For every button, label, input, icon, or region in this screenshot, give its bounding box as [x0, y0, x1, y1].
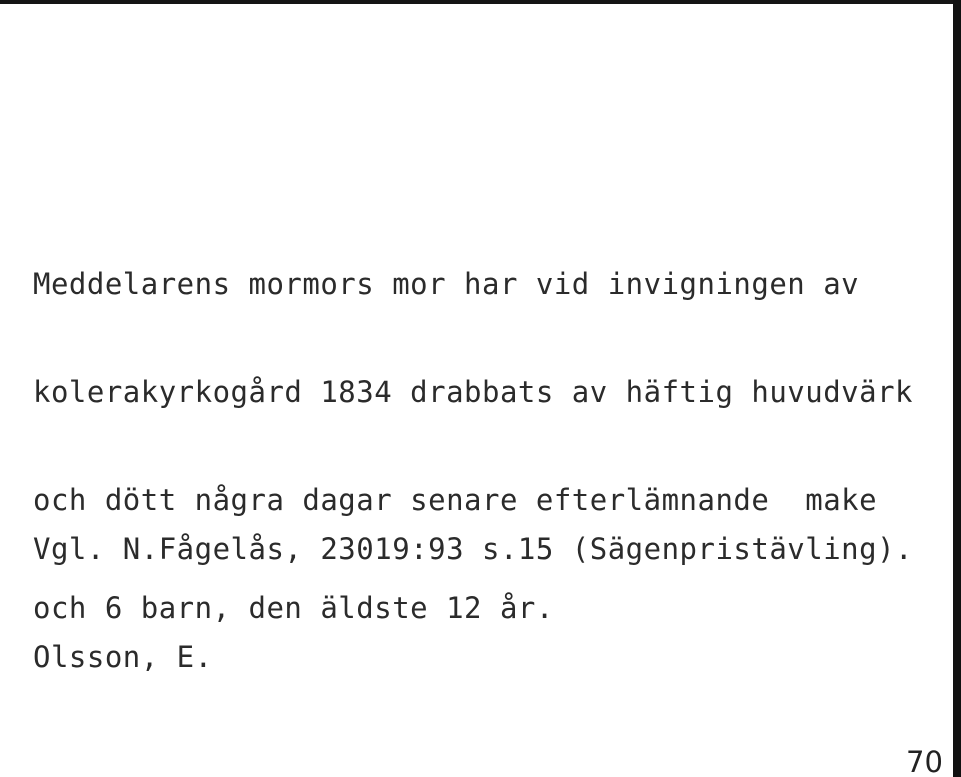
informant-name: Olsson, E.	[33, 640, 213, 674]
card-top-edge	[0, 0, 961, 4]
record-line-4: och 6 barn, den äldste 12 år.	[33, 591, 554, 625]
record-line-1: Meddelarens mormors mor har vid invigningen av	[33, 267, 860, 301]
record-line-3: och dött några dagar senare efterlämnande make	[33, 483, 878, 517]
reference-text	[33, 459, 913, 747]
card-right-edge	[953, 0, 961, 777]
reference-line: Vgl. N.Fågelås, 23019:93 s.15 (Sägenpristävling).	[33, 532, 914, 566]
page-number: 70	[906, 745, 943, 777]
record-line-2: kolerakyrkogård 1834 drabbats av häftig huvudvärk	[33, 375, 914, 409]
